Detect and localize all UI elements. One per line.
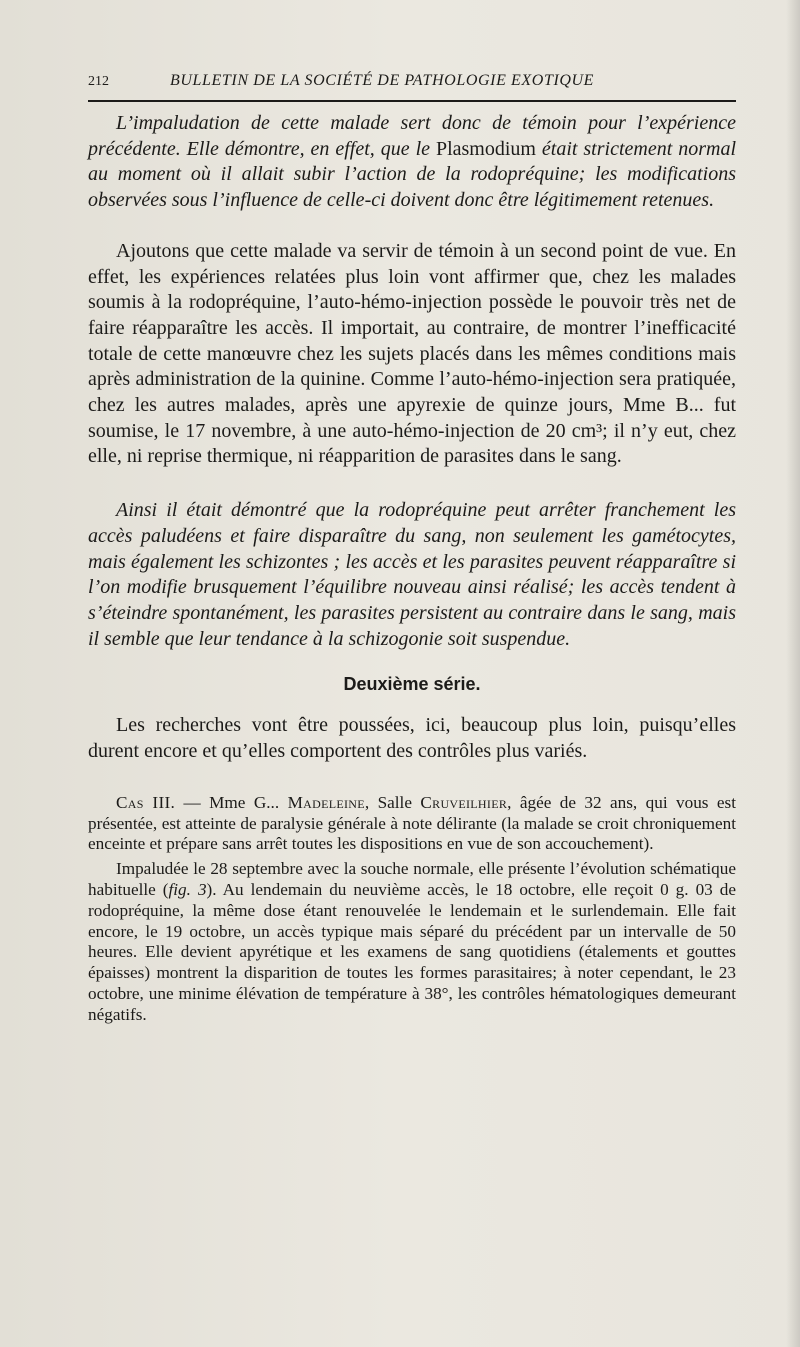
- case-rest: , âgée de 32 ans, qui vous est présentée, est atteinte de paralysie générale à note délirante (la malade se croit chroniquement enceinte et prépare sans arrêt toutes les dispositions en vue de son accouchement).: [88, 792, 737, 854]
- page-number: 212: [88, 74, 109, 89]
- case-dash: — Mme G...: [175, 792, 288, 812]
- ward-name: Cruveilhier: [420, 792, 508, 812]
- running-header: [88, 72, 736, 102]
- para1-text-a: L’impaludation de cette malade sert donc de témoin pour l’expérience précédente. Elle démontre, en effet, que le: [88, 112, 736, 160]
- case-intro: [88, 793, 736, 855]
- paragraph-ajoutons: Ajoutons que cette malade va servir de témoin à un second point de vue. En effet, les expériences relatées plus loin vont affirmer que, chez les malades soumis à la rodopréquine, l’auto-hémo-injection possède le pouvoir très net de faire réapparaître les accès. Il importait, au contraire, de montrer l’inefficacité totale de cette manœuvre chez les sujets placés dans les mêmes conditions mais après administration de la quinine. Comme l’auto-hémo-injection sera pratiquée, chez les autres malades, après une apyrexie de quinze jours, Mme B... fut soumise, le 17 novembre, à une auto-hémo-injection de 20 cm³; il n’y eut, chez elle, ni reprise thermique, ni réapparition de parasites dans le sang.: [88, 239, 736, 468]
- journal-title: BULLETIN DE LA SOCIÉTÉ DE PATHOLOGIE EXOTIQUE: [170, 72, 595, 89]
- case-evolution-a: Impaludée le 28 septembre avec la souche normale, elle présente l’évolution schématique habituelle (: [88, 859, 736, 899]
- para1-text-c: était strictement normal au moment où il allait subir l’action de la rodopréquine; les modifications observées sous l’influence de celle-ci doivent donc être légitimement retenues.: [88, 137, 736, 212]
- patient-name: Madeleine: [287, 792, 365, 812]
- figure-reference: fig. 3: [168, 879, 207, 899]
- plasmodium-term: Plasmodium: [435, 137, 536, 160]
- section-heading: Deuxième série.: [343, 674, 481, 695]
- case-report: [88, 793, 736, 1026]
- case-evolution-b: ). Au lendemain du neuvième accès, le 18 octobre, elle reçoit 0 g. 03 de rodopréquine, la même dose étant renouvelée le lendemain et le surlendemain. Elle fait encore, le 19 octobre, un accès typique mais séparé du précédent par un intervalle de 50 heures. Elle devient apyrétique et les examens de sang quotidiens (étalements et gouttes épaisses) montrent la disparition de toutes les formes parasitaires; à noter cependant, le 23 octobre, une minime élévation de température à 38°, les contrôles hématologiques demeurant négatifs.: [88, 879, 736, 1024]
- case-evolution: [88, 859, 736, 1025]
- paragraph-impaludation: [88, 111, 736, 214]
- case-label: Cas III.: [116, 792, 176, 812]
- page-content: [88, 72, 736, 1026]
- paragraph-conclusion: Ainsi il était démontré que la rodopréquine peut arrêter franchement les accès paludéens et faire disparaître du sang, non seulement les gamétocytes, mais également les schizontes ; les accès et les parasites peuvent réapparaître si l’on modifie brusquement l’équilibre nouveau ainsi réalisé; les accès tendent à s’éteindre spontanément, les parasites persistent au contraire dans le sang, mais il semble que leur tendance à la schizogonie soit suspendue.: [88, 499, 736, 650]
- case-sep: , Salle: [364, 792, 421, 812]
- paragraph-recherches: Les recherches vont être poussées, ici, beaucoup plus loin, puisqu’elles durent encore et qu’elles comportent des contrôles plus variés.: [88, 714, 736, 763]
